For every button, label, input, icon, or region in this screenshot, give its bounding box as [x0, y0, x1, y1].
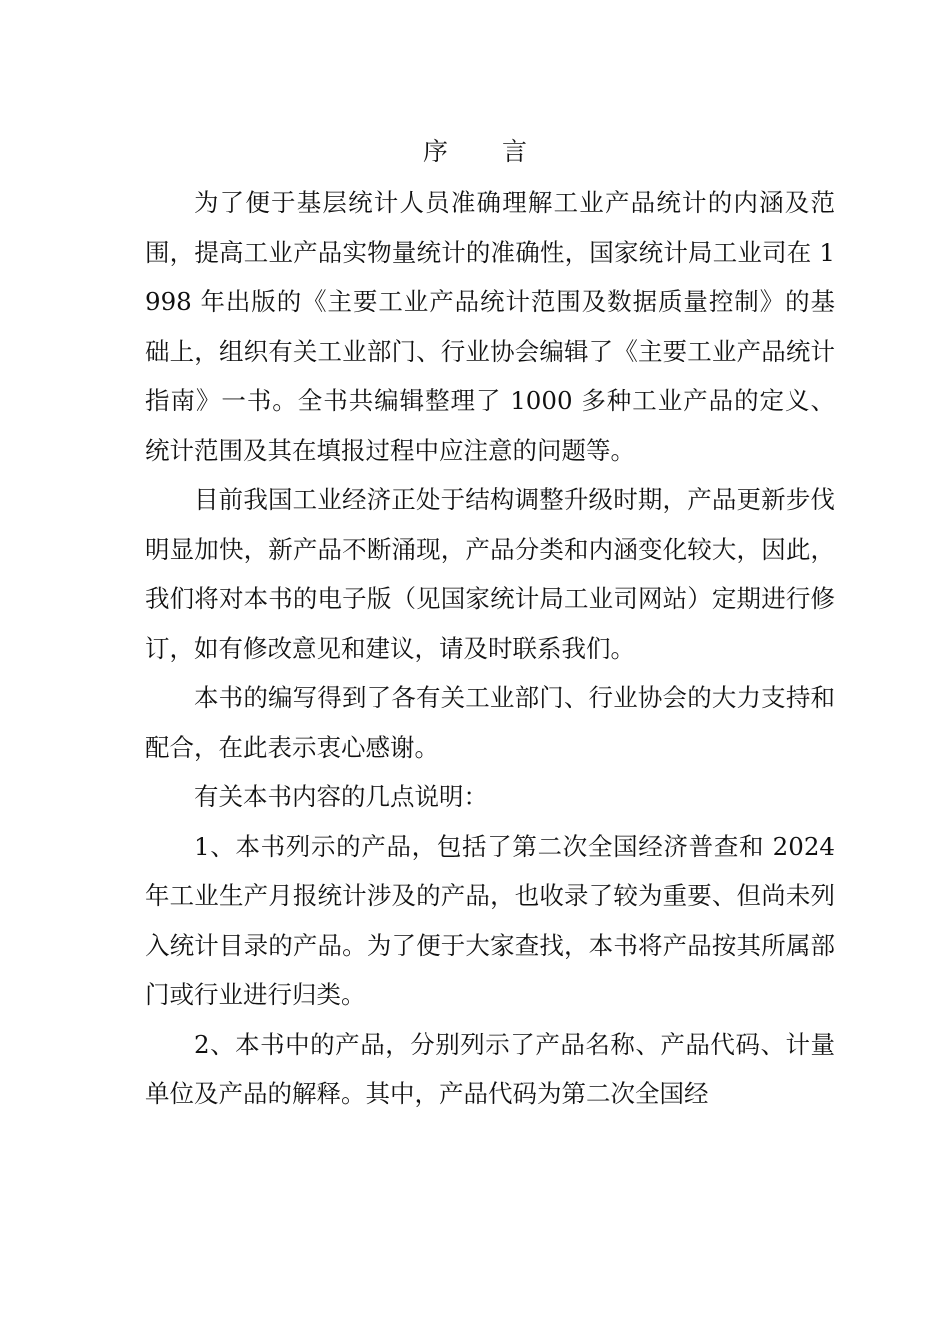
paragraph-thanks: 本书的编写得到了各有关工业部门、行业协会的大力支持和配合，在此表示衷心感谢。	[145, 683, 835, 762]
preface-body	[145, 178, 835, 1119]
page-title: 序言	[422, 137, 581, 166]
paragraph-note-1: 1、本书列示的产品，包括了第二次全国经济普查和 2024 年工业生产月报统计涉及的产品，也收录了较为重要、但尚未列入统计目录的产品。为了便于大家查找，本书将产品按其所属部门或行业进行归类。	[145, 831, 835, 1009]
paragraph-revision: 目前我国工业经济正处于结构调整升级时期，产品更新步伐明显加快，新产品不断涌现，产品分类和内涵变化较大，因此，我们将对本书的电子版（见国家统计局工业司网站）定期进行修订，如有修改意见和建议，请及时联系我们。	[145, 485, 835, 663]
paragraph-note-2: 2、本书中的产品，分别列示了产品名称、产品代码、计量单位及产品的解释。其中，产品代码为第二次全国经	[145, 1029, 835, 1108]
paragraph-purpose: 为了便于基层统计人员准确理解工业产品统计的内涵及范围，提高工业产品实物量统计的准确性，国家统计局工业司在 1998 年出版的《主要工业产品统计范围及数据质量控制》的基础上，组织有关工业部门、行业协会编辑了《主要工业产品统计指南》一书。全书共编辑整理了 1000 多种工业产品的定义、统计范围及其在填报过程中应注意的问题等。	[145, 188, 835, 465]
paragraph-notes-intro: 有关本书内容的几点说明：	[194, 782, 488, 811]
